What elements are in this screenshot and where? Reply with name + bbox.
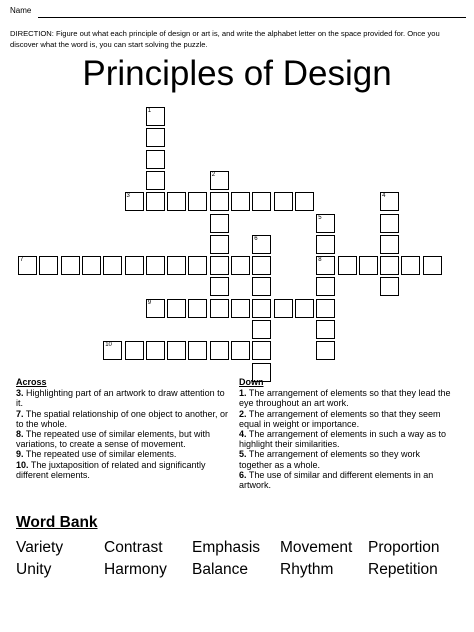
clue-text: The use of similar and different elements in an artwork. <box>239 469 434 491</box>
name-label: Name <box>10 6 32 15</box>
crossword-cell[interactable] <box>210 235 229 254</box>
crossword-cell[interactable] <box>316 299 335 318</box>
clue-number: 3 <box>126 193 130 200</box>
crossword-cell[interactable] <box>188 341 207 360</box>
crossword-cell[interactable] <box>61 256 80 275</box>
word-bank-word: Movement <box>280 539 353 556</box>
clue-text: The repeated use of similar elements. <box>25 449 177 460</box>
across-clues <box>16 377 231 480</box>
crossword-cell[interactable] <box>274 192 293 211</box>
crossword-cell[interactable] <box>231 256 250 275</box>
clue-num: 6. <box>239 469 247 480</box>
crossword-cell[interactable] <box>125 192 144 211</box>
crossword-cell[interactable] <box>188 299 207 318</box>
crossword-cell[interactable] <box>167 341 186 360</box>
clue-number: 6 <box>254 235 258 242</box>
clue-number: 2 <box>211 171 216 178</box>
crossword-cell[interactable] <box>380 277 399 296</box>
clue-num: 3. <box>16 388 24 399</box>
across-clue <box>16 388 231 408</box>
crossword-cell[interactable] <box>146 341 165 360</box>
clue-number: 9 <box>147 299 152 306</box>
across-clue <box>16 429 231 449</box>
crossword-cell[interactable] <box>210 171 229 190</box>
down-clues <box>239 377 454 490</box>
crossword-cell[interactable] <box>188 256 207 275</box>
crossword-cell[interactable] <box>316 256 335 275</box>
down-heading: Down <box>239 377 264 387</box>
crossword-cell[interactable] <box>274 299 293 318</box>
clue-text: Highlighting part of an artwork to draw attention to it. <box>16 388 225 409</box>
crossword-cell[interactable] <box>167 256 186 275</box>
word-bank-word: Contrast <box>104 539 163 556</box>
crossword-cell[interactable] <box>210 341 229 360</box>
clue-text: The spatial relationship of one object to another, or to the whole. <box>16 408 228 429</box>
clue-number: 1 <box>147 108 152 114</box>
down-clue <box>239 449 454 469</box>
across-clue <box>16 449 231 459</box>
clue-text: The arrangement of elements so that they seem equal in weight or importance. <box>239 408 441 429</box>
crossword-cell[interactable] <box>18 256 37 275</box>
clue-num: 5. <box>239 449 247 460</box>
crossword-cell[interactable] <box>210 277 229 296</box>
clue-text: The arrangement of elements so that they lead the eye throughout an art work. <box>239 388 451 409</box>
down-clue <box>239 388 454 408</box>
clue-num: 1. <box>239 388 247 399</box>
word-bank-word: Variety <box>16 539 64 556</box>
crossword-cell[interactable] <box>316 214 335 233</box>
crossword-cell[interactable] <box>252 320 271 339</box>
across-heading: Across <box>16 377 47 387</box>
clue-num: 4. <box>239 429 247 440</box>
clue-text: The arrangement of elements in such a way as to highlight their similarities. <box>239 429 446 450</box>
clue-num: 7. <box>16 408 24 419</box>
clue-number: 7 <box>20 257 24 264</box>
crossword-cell[interactable] <box>146 150 165 169</box>
down-clue <box>239 409 454 429</box>
clue-number: 5 <box>318 214 322 221</box>
crossword-cell[interactable] <box>316 320 335 339</box>
crossword-cell[interactable] <box>316 235 335 254</box>
crossword-cell[interactable] <box>231 192 250 211</box>
word-bank-word: Repetition <box>368 561 438 578</box>
crossword-cell[interactable] <box>359 256 378 275</box>
crossword-cell[interactable] <box>380 214 399 233</box>
crossword-cell[interactable] <box>252 299 271 318</box>
crossword-cell[interactable] <box>82 256 101 275</box>
crossword-cell[interactable] <box>146 299 165 318</box>
clue-num: 10. <box>16 459 29 470</box>
crossword-cell[interactable] <box>252 192 271 211</box>
crossword-cell[interactable] <box>316 277 335 296</box>
clue-number: 10 <box>105 342 112 349</box>
crossword-cell[interactable] <box>210 214 229 233</box>
crossword-cell[interactable] <box>380 235 399 254</box>
across-clue <box>16 460 231 480</box>
clue-num: 9. <box>16 449 24 460</box>
crossword-cell[interactable] <box>167 192 186 211</box>
crossword-cell[interactable] <box>146 171 165 190</box>
clue-text: The juxtaposition of related and significantly different elements. <box>16 459 206 480</box>
direction-text: DIRECTION: Figure out what each principle of design or art is, and write the alphabet letter on the space provided for. Once you discover what the word is, you can start solving the puzzle. <box>10 29 440 49</box>
page-title: Principles of Design <box>82 54 392 93</box>
crossword-cell[interactable] <box>338 256 357 275</box>
crossword-cell[interactable] <box>252 277 271 296</box>
crossword-cell[interactable] <box>210 256 229 275</box>
crossword-cell[interactable] <box>146 256 165 275</box>
word-bank-word: Balance <box>192 561 249 578</box>
crossword-cell[interactable] <box>146 128 165 147</box>
clue-number: 8 <box>318 257 322 264</box>
crossword-cell[interactable] <box>103 256 122 275</box>
crossword-cell[interactable] <box>188 192 207 211</box>
crossword-cell[interactable] <box>231 341 250 360</box>
crossword-cell[interactable] <box>39 256 58 275</box>
crossword-cell[interactable] <box>252 235 271 254</box>
clue-num: 2. <box>239 408 247 419</box>
word-bank-word: Proportion <box>368 539 440 556</box>
crossword-cell[interactable] <box>380 192 399 211</box>
word-bank-word: Harmony <box>104 561 167 578</box>
crossword-cell[interactable] <box>380 256 399 275</box>
crossword-cell[interactable] <box>125 341 144 360</box>
clue-text: The arrangement of elements so they work together as a whole. <box>239 449 420 470</box>
crossword-cell[interactable] <box>167 299 186 318</box>
clue-num: 8. <box>16 429 24 440</box>
crossword-cell[interactable] <box>423 256 442 275</box>
crossword-cell[interactable] <box>316 341 335 360</box>
crossword-cell[interactable] <box>125 256 144 275</box>
crossword-cell[interactable] <box>210 299 229 318</box>
crossword-cell[interactable] <box>103 341 122 360</box>
word-bank-word: Rhythm <box>280 561 334 578</box>
crossword-cell[interactable] <box>231 299 250 318</box>
crossword-cell[interactable] <box>295 192 314 211</box>
crossword-cell[interactable] <box>295 299 314 318</box>
word-bank-word: Emphasis <box>192 539 261 556</box>
down-clue <box>239 429 454 449</box>
crossword-cell[interactable] <box>146 192 165 211</box>
crossword-cell[interactable] <box>146 107 165 126</box>
clue-text: The repeated use of similar elements, but with variations, to create a sense of movement. <box>16 429 210 450</box>
down-clue <box>239 470 454 490</box>
word-bank-title: Word Bank <box>16 514 98 531</box>
word-bank-word: Unity <box>16 561 52 578</box>
crossword-cell[interactable] <box>210 192 229 211</box>
crossword-cell[interactable] <box>401 256 420 275</box>
clue-number: 4 <box>382 193 386 200</box>
crossword-cell[interactable] <box>252 341 271 360</box>
across-clue <box>16 409 231 429</box>
crossword-cell[interactable] <box>252 256 271 275</box>
